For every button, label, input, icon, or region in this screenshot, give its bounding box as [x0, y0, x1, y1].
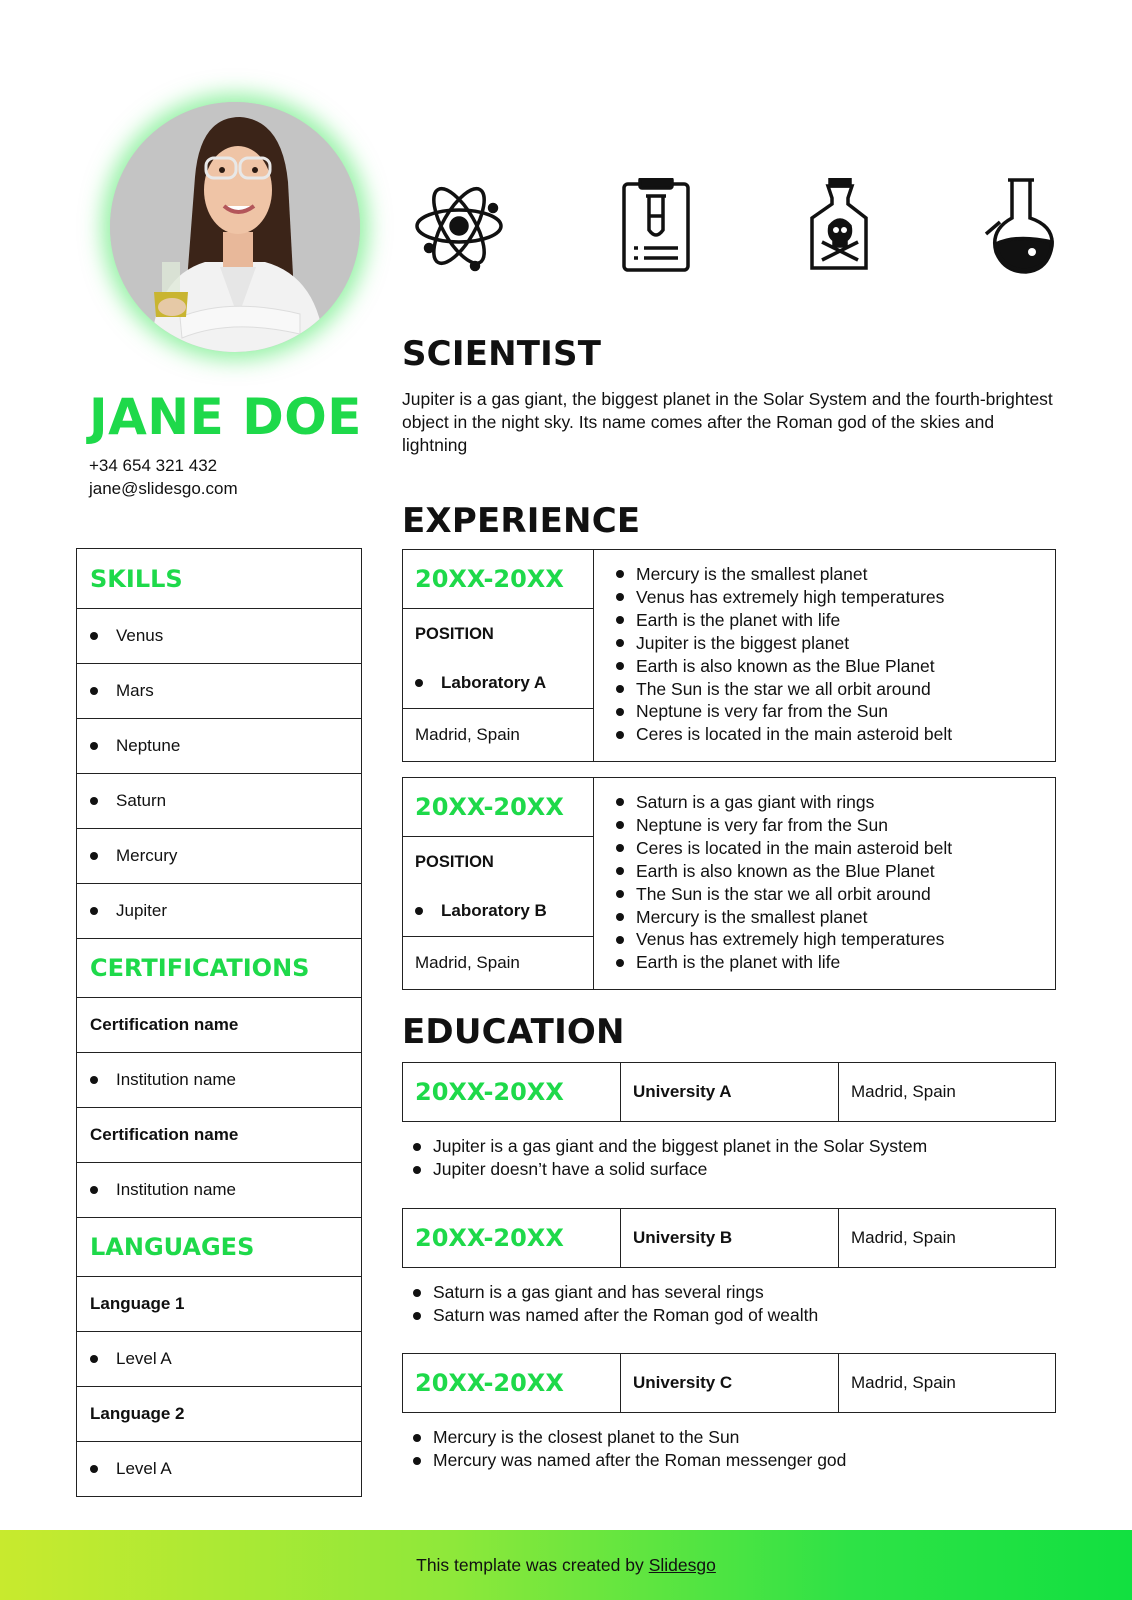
- bullet-icon: [616, 662, 624, 670]
- bullet-icon: [413, 1457, 421, 1465]
- university-name: University C: [621, 1354, 839, 1412]
- bullet-icon: [616, 844, 624, 852]
- experience-meta: [403, 778, 594, 989]
- bullet-icon: [616, 798, 624, 806]
- bullet-icon: [90, 797, 98, 805]
- experience-position-cell: [403, 609, 593, 709]
- lab-item: [415, 901, 547, 921]
- experience-entry: [402, 549, 1056, 762]
- certification-label: Certification name: [90, 1015, 239, 1034]
- portrait-illustration: [110, 102, 360, 352]
- skill-item: [77, 883, 361, 938]
- institution-item: [77, 1162, 361, 1217]
- point-text: Neptune is very far from the Sun: [636, 701, 888, 722]
- list-item: [413, 1449, 846, 1472]
- experience-location: Madrid, Spain: [415, 953, 520, 972]
- bullet-icon: [616, 685, 624, 693]
- point-text: Jupiter is a gas giant and the biggest planet in the Solar System: [433, 1136, 928, 1156]
- bullet-icon: [90, 742, 98, 750]
- bullet-icon: [90, 632, 98, 640]
- skills-header: [77, 549, 361, 608]
- skill-label: Venus: [116, 626, 164, 645]
- bullet-icon: [90, 907, 98, 915]
- bullet-icon: [616, 821, 624, 829]
- language-name: [77, 1276, 361, 1331]
- point-text: Earth is also known as the Blue Planet: [636, 860, 935, 881]
- bullet-icon: [415, 907, 423, 915]
- bullet-icon: [90, 1186, 98, 1194]
- lab-label: Laboratory A: [441, 673, 547, 692]
- bullet-icon: [413, 1434, 421, 1442]
- bullet-icon: [616, 570, 624, 578]
- point-text: Earth is the planet with life: [636, 609, 841, 630]
- certification-name: [77, 997, 361, 1052]
- certifications-title: CERTIFICATIONS: [90, 954, 310, 982]
- footer-text: This template was created by: [416, 1554, 644, 1575]
- list-item: [616, 791, 952, 814]
- list-item: [616, 563, 952, 586]
- bullet-icon: [413, 1312, 421, 1320]
- list-item: [616, 837, 952, 860]
- footer-bar: [0, 1530, 1132, 1600]
- flask-icon: [982, 178, 1078, 274]
- point-text: Earth is also known as the Blue Planet: [636, 655, 935, 676]
- list-item: [616, 951, 952, 974]
- bullet-icon: [616, 616, 624, 624]
- experience-date: 20XX-20XX: [403, 778, 593, 837]
- slidesgo-link[interactable]: Slidesgo: [648, 1554, 716, 1575]
- person-name: JANE DOE: [89, 388, 362, 446]
- bullet-icon: [616, 708, 624, 716]
- bullet-icon: [616, 731, 624, 739]
- poison-bottle-icon: [792, 178, 888, 274]
- point-text: The Sun is the star we all orbit around: [636, 678, 931, 699]
- education-date: 20XX-20XX: [403, 1354, 621, 1412]
- left-info-table: [76, 548, 362, 1497]
- bullet-icon: [616, 890, 624, 898]
- list-item: [616, 814, 952, 837]
- role-title: SCIENTIST: [402, 334, 602, 374]
- point-text: Jupiter is the biggest planet: [636, 632, 850, 653]
- lab-item: [415, 673, 546, 693]
- languages-title: LANGUAGES: [90, 1233, 255, 1261]
- point-text: Ceres is located in the main asteroid belt: [636, 724, 953, 745]
- experience-position-cell: [403, 837, 593, 937]
- education-location: Madrid, Spain: [851, 1228, 956, 1247]
- language-label: Language 2: [90, 1404, 185, 1423]
- list-item: [616, 883, 952, 906]
- lab-label: Laboratory B: [441, 901, 547, 920]
- education-points: [413, 1281, 818, 1327]
- language-level: [77, 1441, 361, 1496]
- experience-points: [616, 791, 952, 974]
- skill-item: [77, 608, 361, 663]
- experience-location: Madrid, Spain: [415, 725, 520, 744]
- education-date: 20XX-20XX: [403, 1063, 621, 1121]
- level-label: Level A: [116, 1349, 172, 1368]
- point-text: Venus has extremely high temperatures: [636, 586, 945, 607]
- experience-points: [616, 563, 952, 746]
- education-entry: [402, 1353, 1056, 1413]
- skill-label: Mars: [116, 681, 154, 700]
- point-text: Mercury is the closest planet to the Sun: [433, 1427, 740, 1447]
- institution-label: Institution name: [116, 1180, 237, 1199]
- list-item: [616, 700, 952, 723]
- certification-name: [77, 1107, 361, 1162]
- list-item: [413, 1135, 927, 1158]
- point-text: Earth is the planet with life: [636, 952, 841, 973]
- experience-date: 20XX-20XX: [403, 550, 593, 609]
- email-address: jane@slidesgo.com: [89, 479, 238, 498]
- point-text: Saturn was named after the Roman god of wealth: [433, 1305, 819, 1325]
- point-text: The Sun is the star we all orbit around: [636, 883, 931, 904]
- bullet-icon: [616, 593, 624, 601]
- skill-item: [77, 828, 361, 883]
- point-text: Venus has extremely high temperatures: [636, 929, 945, 950]
- list-item: [413, 1281, 818, 1304]
- point-text: Saturn is a gas giant and has several rings: [433, 1282, 764, 1302]
- bullet-icon: [413, 1289, 421, 1297]
- language-name: [77, 1386, 361, 1441]
- skill-label: Neptune: [116, 736, 181, 755]
- point-text: Mercury was named after the Roman messenger god: [433, 1450, 847, 1470]
- education-entry: [402, 1062, 1056, 1122]
- bullet-icon: [616, 639, 624, 647]
- education-location: Madrid, Spain: [851, 1082, 956, 1101]
- skill-item: [77, 663, 361, 718]
- skill-item: [77, 718, 361, 773]
- bullet-icon: [90, 1465, 98, 1473]
- bullet-icon: [616, 959, 624, 967]
- position-label: POSITION: [415, 625, 494, 643]
- bullet-icon: [413, 1166, 421, 1174]
- bullet-icon: [90, 1076, 98, 1084]
- position-label: POSITION: [415, 853, 494, 871]
- phone-number: +34 654 321 432: [89, 456, 218, 475]
- list-item: [616, 632, 952, 655]
- list-item: [616, 586, 952, 609]
- skills-title: SKILLS: [90, 564, 183, 593]
- experience-title: EXPERIENCE: [402, 501, 641, 541]
- university-name: University A: [621, 1063, 839, 1121]
- role-summary: Jupiter is a gas giant, the biggest planet in the Solar System and the fourth-brightest object in the night sky. Its name comes after the Roman god of the skies and lightning: [402, 389, 1053, 455]
- list-item: [616, 860, 952, 883]
- university-name: University B: [621, 1209, 839, 1267]
- education-points: [413, 1426, 846, 1472]
- point-text: Mercury is the smallest planet: [636, 564, 868, 584]
- point-text: Saturn is a gas giant with rings: [636, 792, 875, 812]
- level-label: Level A: [116, 1459, 172, 1478]
- certifications-header: [77, 938, 361, 997]
- list-item: [616, 906, 952, 929]
- bullet-icon: [616, 867, 624, 875]
- profile-photo: [110, 102, 360, 352]
- list-item: [413, 1158, 927, 1181]
- skill-item: [77, 773, 361, 828]
- bullet-icon: [90, 1355, 98, 1363]
- education-location: Madrid, Spain: [851, 1373, 956, 1392]
- atom-icon: [411, 178, 507, 274]
- bullet-icon: [616, 936, 624, 944]
- certification-label: Certification name: [90, 1125, 239, 1144]
- clipboard-test-tube-icon: [604, 178, 700, 274]
- education-points: [413, 1135, 927, 1181]
- list-item: [616, 655, 952, 678]
- point-text: Jupiter doesn’t have a solid surface: [433, 1159, 708, 1179]
- bullet-icon: [413, 1143, 421, 1151]
- list-item: [616, 609, 952, 632]
- experience-entry: [402, 777, 1056, 990]
- institution-item: [77, 1052, 361, 1107]
- list-item: [616, 723, 952, 746]
- institution-label: Institution name: [116, 1070, 237, 1089]
- bullet-icon: [90, 852, 98, 860]
- bullet-icon: [616, 913, 624, 921]
- list-item: [413, 1304, 818, 1327]
- skill-label: Saturn: [116, 791, 167, 810]
- experience-meta: [403, 550, 594, 761]
- language-label: Language 1: [90, 1294, 185, 1313]
- education-date: 20XX-20XX: [403, 1209, 621, 1267]
- education-title: EDUCATION: [402, 1012, 625, 1052]
- language-level: [77, 1331, 361, 1386]
- list-item: [616, 928, 952, 951]
- skill-label: Jupiter: [116, 901, 168, 920]
- bullet-icon: [90, 687, 98, 695]
- bullet-icon: [415, 679, 423, 687]
- list-item: [413, 1426, 846, 1449]
- point-text: Mercury is the smallest planet: [636, 906, 868, 927]
- education-entry: [402, 1208, 1056, 1268]
- skill-label: Mercury: [116, 846, 178, 865]
- point-text: Neptune is very far from the Sun: [636, 814, 888, 835]
- languages-header: [77, 1217, 361, 1276]
- point-text: Ceres is located in the main asteroid belt: [636, 837, 953, 858]
- list-item: [616, 678, 952, 701]
